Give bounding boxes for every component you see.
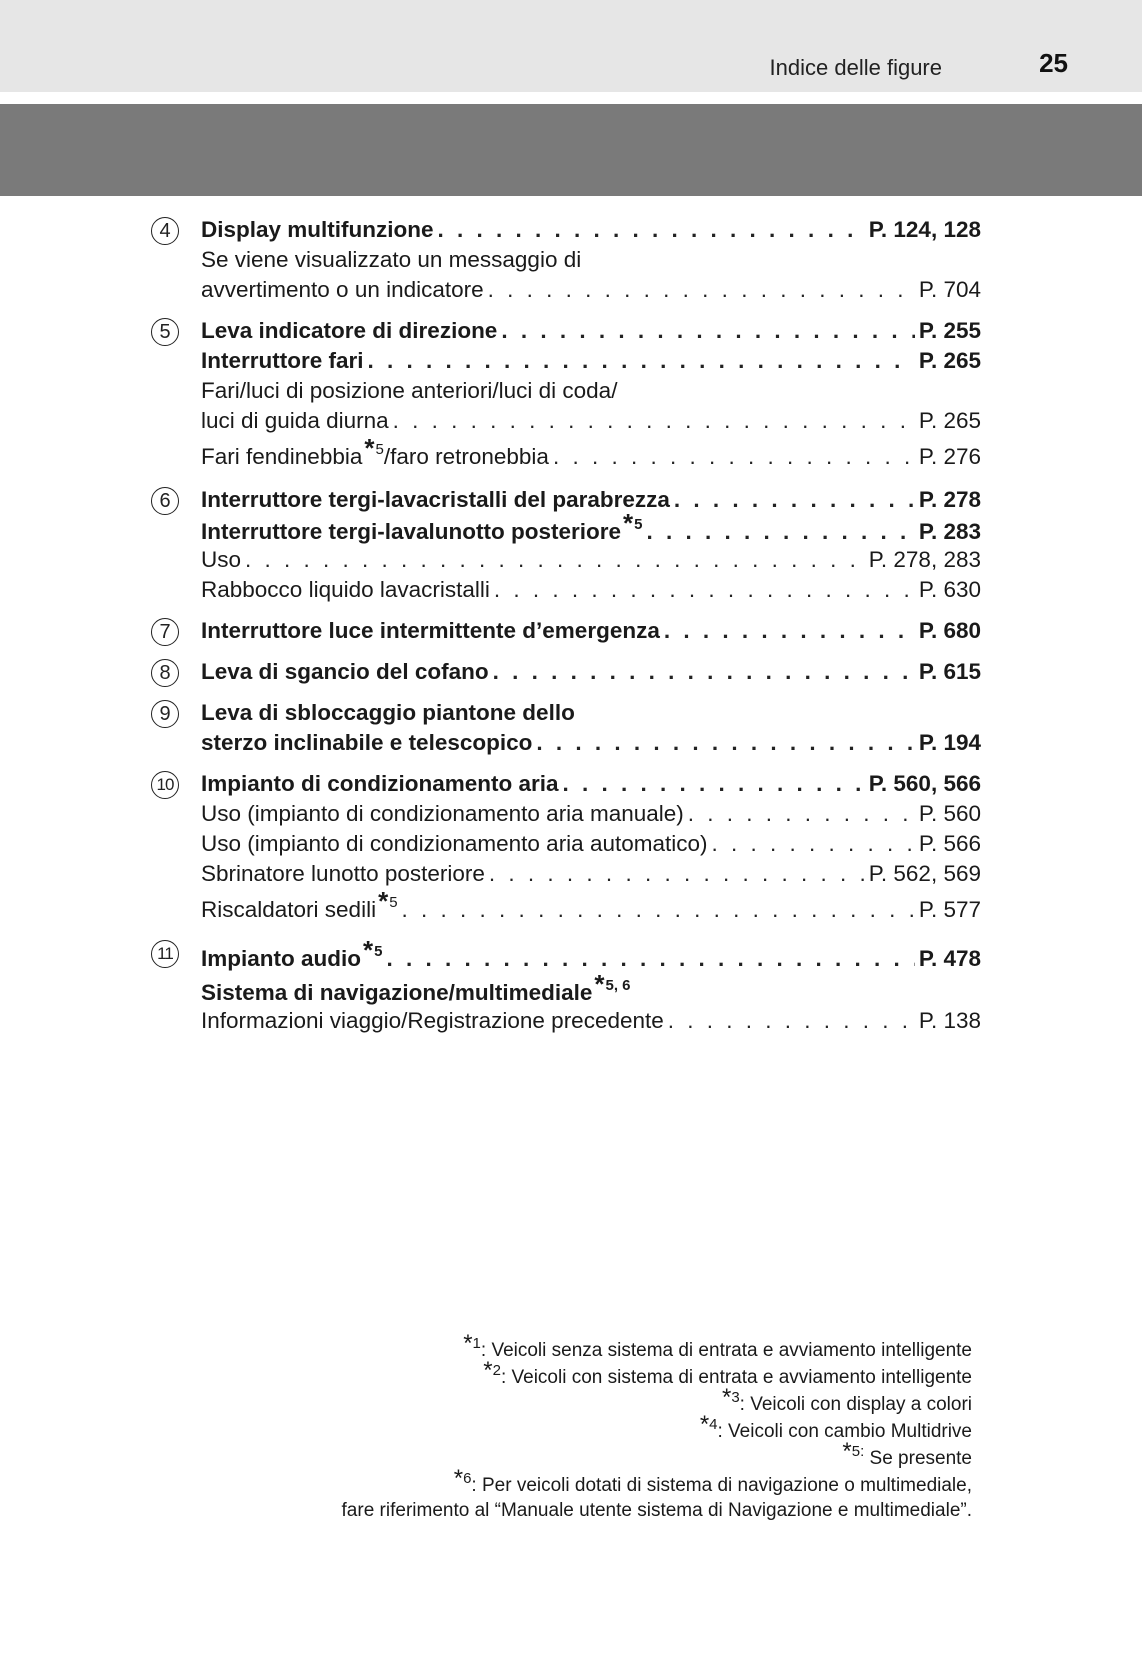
entry-label: Impianto di condizionamento aria xyxy=(201,771,559,796)
dot-leader xyxy=(501,316,915,346)
page-reference: P. 283 xyxy=(918,519,981,544)
footnote-asterisk: * xyxy=(364,433,375,463)
page-reference: P. 265 xyxy=(918,408,981,433)
footnote-asterisk: * xyxy=(594,969,605,999)
dot-leader xyxy=(393,406,915,436)
dot-leader xyxy=(674,485,915,515)
footnote-mark: 1 xyxy=(472,1335,481,1352)
index-entry xyxy=(201,1006,981,1036)
entry-label: Interruttore tergi-lavacristalli del parabrezza xyxy=(201,487,670,512)
entry-label: Uso (impianto di condizionamento aria manuale) xyxy=(201,801,684,826)
entry-label: Sbrinatore lunotto posteriore xyxy=(201,861,485,886)
index-entry xyxy=(201,657,981,687)
index-entry xyxy=(201,406,981,436)
page-number: 25 xyxy=(1039,48,1068,78)
index-section xyxy=(151,769,981,927)
entry-label: Se viene visualizzato un messaggio di xyxy=(201,247,582,272)
entry-label: Informazioni viaggio/Registrazione precedente xyxy=(201,1008,664,1033)
index-entry xyxy=(201,829,981,859)
footnote-mark: 6 xyxy=(463,1470,472,1487)
footnote-mark: 5: xyxy=(851,1443,865,1460)
circled-number-badge: 5 xyxy=(151,318,179,346)
entry-label: Leva di sgancio del cofano xyxy=(201,659,489,684)
footnote-mark: 2 xyxy=(492,1362,501,1379)
entry-label: Leva indicatore di direzione xyxy=(201,318,498,343)
footnote-mark: 4 xyxy=(709,1416,718,1433)
page-reference: P. 704 xyxy=(918,277,981,302)
footnote-ref: 5 xyxy=(375,441,384,458)
dot-leader xyxy=(688,799,915,829)
footnote-text: : Veicoli con sistema di entrata e avviamento intelligente xyxy=(500,1367,972,1388)
circled-number-badge: 11 xyxy=(151,940,179,968)
entry-label: Uso xyxy=(201,547,242,572)
index-section xyxy=(151,698,981,758)
footnote-line xyxy=(212,1330,972,1362)
footnote-line xyxy=(212,1438,972,1470)
footnote-ref: 5 xyxy=(389,894,398,911)
footnote-line xyxy=(212,1384,972,1416)
index-section xyxy=(151,215,981,305)
entry-label: Impianto audio*$^5$ xyxy=(201,935,383,971)
index-entry xyxy=(201,275,981,305)
footnote-text: Se presente xyxy=(864,1448,972,1469)
entry-label: Uso (impianto di condizionamento aria automatico) xyxy=(201,831,708,856)
index-entry xyxy=(201,346,981,376)
page-reference: P. 265 xyxy=(918,348,981,373)
footnote-asterisk: * xyxy=(363,935,374,965)
entry-label: Rabbocco liquido lavacristalli xyxy=(201,577,490,602)
circled-number-badge: 7 xyxy=(151,618,179,646)
index-entry xyxy=(201,575,981,605)
entry-label: avvertimento o un indicatore xyxy=(201,277,484,302)
index-entry xyxy=(201,969,981,1006)
page-reference: P. 478 xyxy=(918,946,981,971)
circled-number-badge: 8 xyxy=(151,659,179,687)
footnote-ref: 5, 6 xyxy=(605,977,631,994)
footnote-asterisk: * xyxy=(721,1384,732,1411)
section-banner xyxy=(0,104,1142,196)
circled-number-badge: 10 xyxy=(151,771,179,799)
dot-leader xyxy=(489,859,865,889)
dot-leader xyxy=(386,940,914,978)
page-reference: P. 194 xyxy=(918,730,981,755)
footnote-ref: 5 xyxy=(634,516,643,533)
page-reference: P. 577 xyxy=(918,897,981,922)
footnote-line xyxy=(212,1497,972,1524)
page-reference: P. 615 xyxy=(918,659,981,684)
dot-leader xyxy=(438,215,865,245)
index-entry xyxy=(201,728,981,758)
index-entry xyxy=(201,799,981,829)
dot-leader xyxy=(647,517,915,547)
footnote-text: : Per veicoli dotati di sistema di navigazione o multimediale, xyxy=(471,1475,972,1496)
figure-index-list xyxy=(151,215,981,1047)
footnote-mark: 3 xyxy=(731,1389,740,1406)
index-entry xyxy=(201,545,981,575)
entry-label: Sistema di navigazione/multimediale*$^{5, 6}$ xyxy=(201,969,631,1005)
entry-label: Fari/luci di posizione anteriori/luci di coda/ xyxy=(201,378,618,403)
dot-leader xyxy=(488,275,915,305)
dot-leader xyxy=(563,769,865,799)
footnote-line xyxy=(212,1411,972,1443)
header-band xyxy=(0,0,1142,92)
footnotes xyxy=(212,1330,972,1524)
entry-label: Riscaldatori sedili*$^5$ xyxy=(201,886,398,922)
index-entry xyxy=(201,616,981,646)
entry-label: sterzo inclinabile e telescopico xyxy=(201,730,533,755)
index-section xyxy=(151,316,981,474)
page-reference: P. 566 xyxy=(918,831,981,856)
dot-leader xyxy=(712,829,915,859)
page-reference: P. 630 xyxy=(918,577,981,602)
entry-label: luci di guida diurna xyxy=(201,408,389,433)
page-reference: P. 278 xyxy=(918,487,981,512)
entry-label: Interruttore fari xyxy=(201,348,364,373)
index-entry xyxy=(201,316,981,346)
dot-leader xyxy=(553,438,915,476)
page-reference: P. 276 xyxy=(918,444,981,469)
entry-label: Interruttore tergi-lavalunotto posteriore*$^5$ xyxy=(201,508,643,544)
index-entry xyxy=(201,698,981,728)
footnote-asterisk: * xyxy=(699,1411,710,1438)
footnote-text: : Veicoli con cambio Multidrive xyxy=(717,1421,972,1442)
footnote-asterisk: * xyxy=(623,508,634,538)
footnote-text: : Veicoli con display a colori xyxy=(739,1394,972,1415)
dot-leader xyxy=(536,728,914,758)
page-reference: P. 560, 566 xyxy=(868,771,981,796)
entry-label: Leva di sbloccaggio piantone dello xyxy=(201,700,575,725)
index-entry xyxy=(201,935,981,976)
footnote-line xyxy=(212,1357,972,1389)
page-reference: P. 255 xyxy=(918,318,981,343)
footnote-asterisk: * xyxy=(483,1357,493,1384)
index-section xyxy=(151,935,981,1036)
page-reference: P. 560 xyxy=(918,801,981,826)
dot-leader xyxy=(402,891,915,929)
page-reference: P. 562, 569 xyxy=(868,861,981,886)
index-entry xyxy=(201,886,981,927)
index-entry xyxy=(201,215,981,245)
footnote-asterisk: * xyxy=(463,1330,473,1357)
index-entry xyxy=(201,485,981,515)
page-reference: P. 278, 283 xyxy=(868,547,981,572)
dot-leader xyxy=(368,346,915,376)
index-section xyxy=(151,616,981,646)
index-entry xyxy=(201,245,981,275)
entry-label: Interruttore luce intermittente d’emergenza xyxy=(201,618,660,643)
index-entry xyxy=(201,769,981,799)
page-reference: P. 138 xyxy=(918,1008,981,1033)
dot-leader xyxy=(493,657,915,687)
header-title: Indice delle figure xyxy=(769,55,942,80)
footnote-asterisk: * xyxy=(842,1438,852,1465)
page-reference: P. 124, 128 xyxy=(868,217,981,242)
footnote-line xyxy=(212,1465,972,1497)
header-divider xyxy=(0,92,1142,102)
index-entry xyxy=(201,859,981,889)
entry-label: Fari fendinebbia*$^5$/faro retronebbia xyxy=(201,433,549,469)
index-entry xyxy=(201,376,981,406)
dot-leader xyxy=(664,616,915,646)
dot-leader xyxy=(668,1006,915,1036)
index-section xyxy=(151,657,981,687)
footnote-ref: 5 xyxy=(374,943,383,960)
circled-number-badge: 6 xyxy=(151,487,179,515)
page-reference: P. 680 xyxy=(918,618,981,643)
footnote-text: fare riferimento al “Manuale utente sistema di Navigazione e multimediale”. xyxy=(341,1500,972,1521)
footnote-text: : Veicoli senza sistema di entrata e avviamento intelligente xyxy=(480,1340,972,1361)
index-section xyxy=(151,485,981,605)
footnote-asterisk: * xyxy=(378,886,389,916)
index-entry xyxy=(201,433,981,474)
entry-label: Display multifunzione xyxy=(201,217,434,242)
index-entry xyxy=(201,508,981,545)
footnote-asterisk: * xyxy=(453,1465,464,1492)
circled-number-badge: 4 xyxy=(151,217,179,245)
dot-leader xyxy=(494,575,915,605)
circled-number-badge: 9 xyxy=(151,700,179,728)
dot-leader xyxy=(245,545,865,575)
